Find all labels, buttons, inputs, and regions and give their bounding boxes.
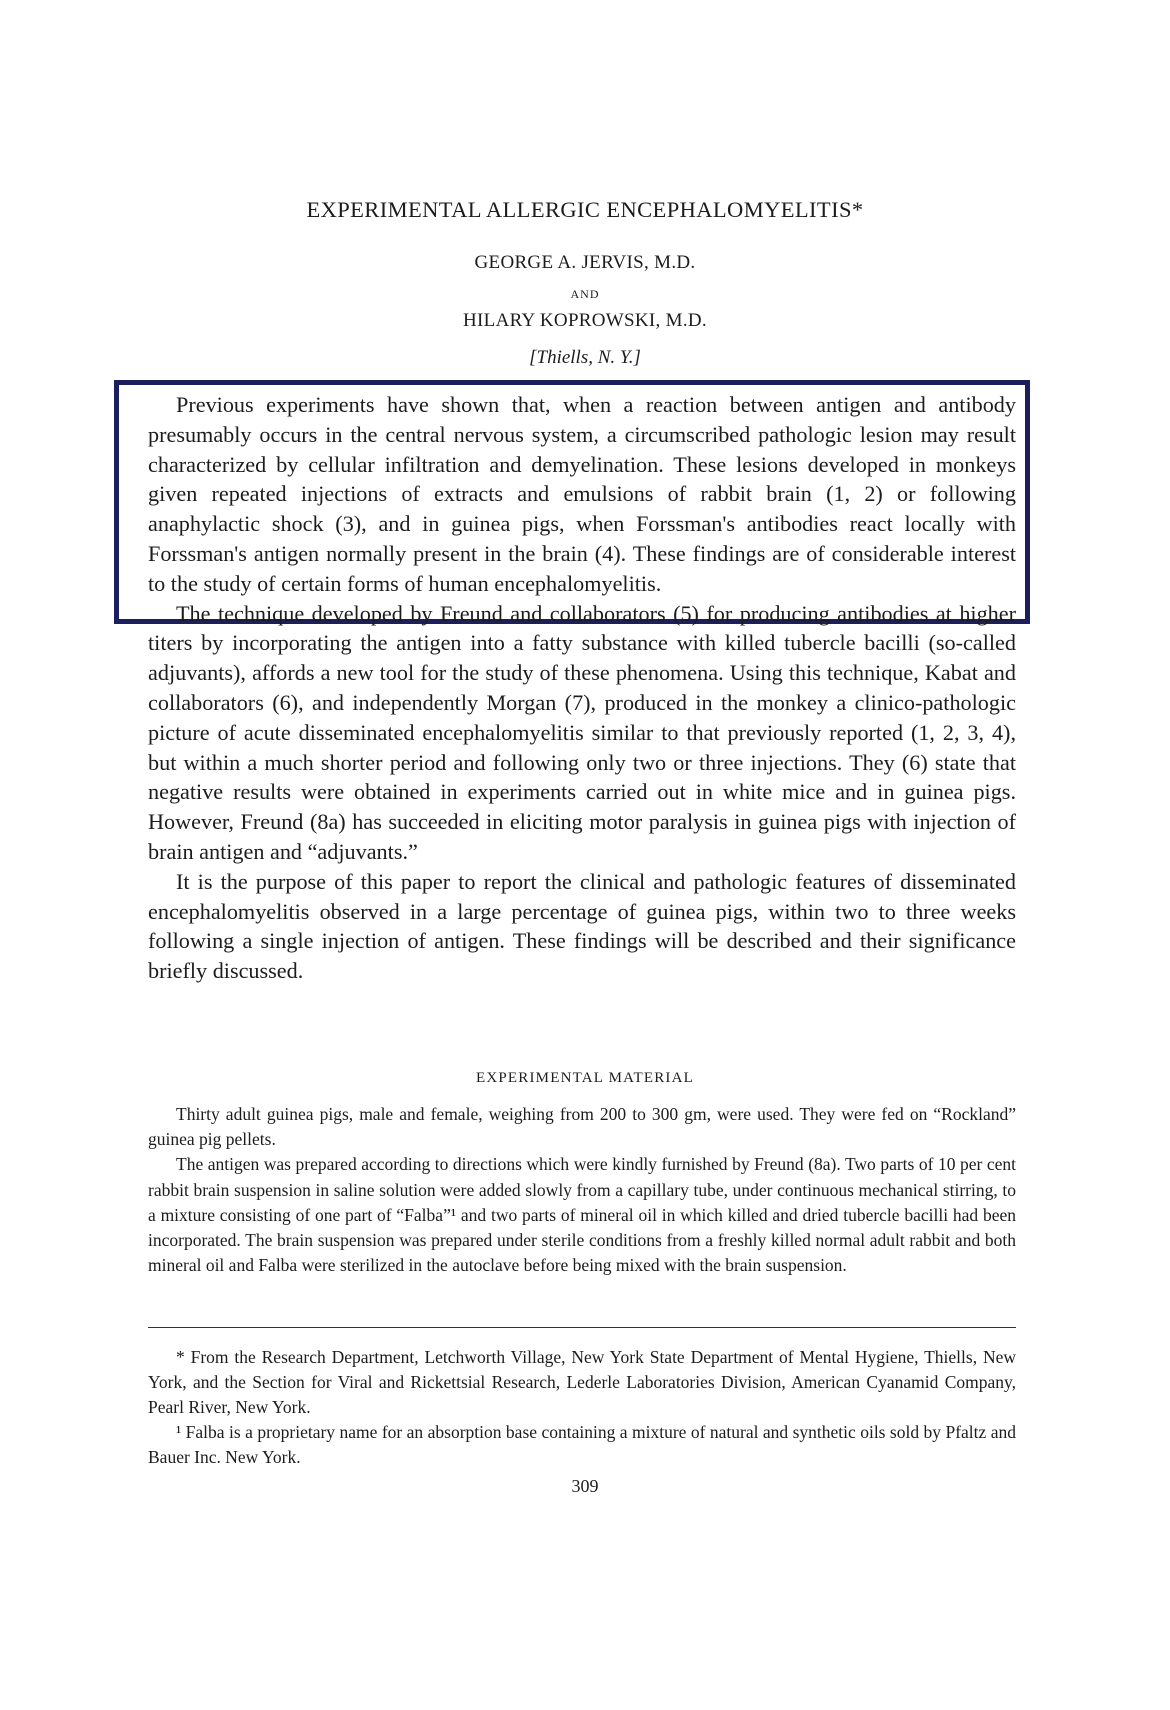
footnotes: [148, 1345, 1016, 1470]
footnote-1: * From the Research Department, Letchworth Village, New York State Department of Mental Hygiene, Thiells, New York, and the Section for Viral and Rickettsial Research, Lederle Laboratories Division, American Cyanamid Company, Pearl River, New York.: [148, 1347, 1016, 1417]
material-paragraph-2: The antigen was prepared according to directions which were kindly furnished by Freund (8a). Two parts of 10 per cent rabbit brain suspension in saline solution were added slowly from a capillary tube, under continuous mechanical stirring, to a mixture consisting of one part of “Falba”¹ and two parts of mineral oil in which killed and dried tubercle bacilli had been incorporated. The brain suspension was prepared under sterile conditions from a freshly killed normal adult rabbit and both mineral oil and Falba were sterilized in the autoclave before being mixed with the brain suspension.: [148, 1154, 1016, 1276]
section-heading: EXPERIMENTAL MATERIAL: [475, 1070, 694, 1086]
intro-section: [148, 390, 1016, 986]
author-conjunction: AND: [570, 287, 600, 301]
material-section: [148, 1102, 1016, 1278]
page-number: 309: [571, 1476, 599, 1496]
affiliation: [Thiells, N. Y.]: [529, 347, 641, 368]
intro-paragraph-1: Previous experiments have shown that, when a reaction between antigen and antibody presumably occurs in the central nervous system, a circumscribed pathologic lesion may result characterized by cellular infiltration and demyelination. These lesions developed in monkeys given repeated injections of extracts and emulsions of rabbit brain (1, 2) or following anaphylactic shock (3), and in guinea pigs, when Forssman's antibodies react locally with Forssman's antigen normally present in the brain (4). These findings are of considerable interest to the study of certain forms of human encephalomyelitis.: [148, 392, 1016, 596]
paper-title: EXPERIMENTAL ALLERGIC ENCEPHALOMYELITIS*: [306, 197, 864, 222]
intro-paragraph-3: It is the purpose of this paper to report the clinical and pathologic features of disseminated encephalomyelitis observed in a large percentage of guinea pigs, within two to three weeks following a single injection of antigen. These findings will be described and their significance briefly discussed.: [148, 868, 1016, 984]
material-paragraph-1: Thirty adult guinea pigs, male and female, weighing from 200 to 300 gm, were used. They were fed on “Rockland” guinea pig pellets.: [148, 1104, 1016, 1150]
footnote-divider: [148, 1327, 1016, 1328]
author-1: GEORGE A. JERVIS, M.D.: [474, 252, 696, 273]
footnote-2: ¹ Falba is a proprietary name for an absorption base containing a mixture of natural and synthetic oils sold by Pfaltz and Bauer Inc. New York.: [148, 1422, 1016, 1467]
intro-paragraph-2: The technique developed by Freund and collaborators (5) for producing antibodies at higher titers by incorporating the antigen into a fatty substance with killed tubercle bacilli (so-called adjuvants), affords a new tool for the study of these phenomena. Using this technique, Kabat and collaborators (6), and independently Morgan (7), produced in the monkey a clinico-pathologic picture of acute disseminated encephalomyelitis similar to that previously reported (1, 2, 3, 4), but within a much shorter period and following only two or three injections. They (6) state that negative results were obtained in experiments carried out in white mice and in guinea pigs. However, Freund (8a) has succeeded in eliciting motor paralysis in guinea pigs with injection of brain antigen and “adjuvants.”: [148, 600, 1016, 864]
author-2: HILARY KOPROWSKI, M.D.: [463, 310, 707, 331]
